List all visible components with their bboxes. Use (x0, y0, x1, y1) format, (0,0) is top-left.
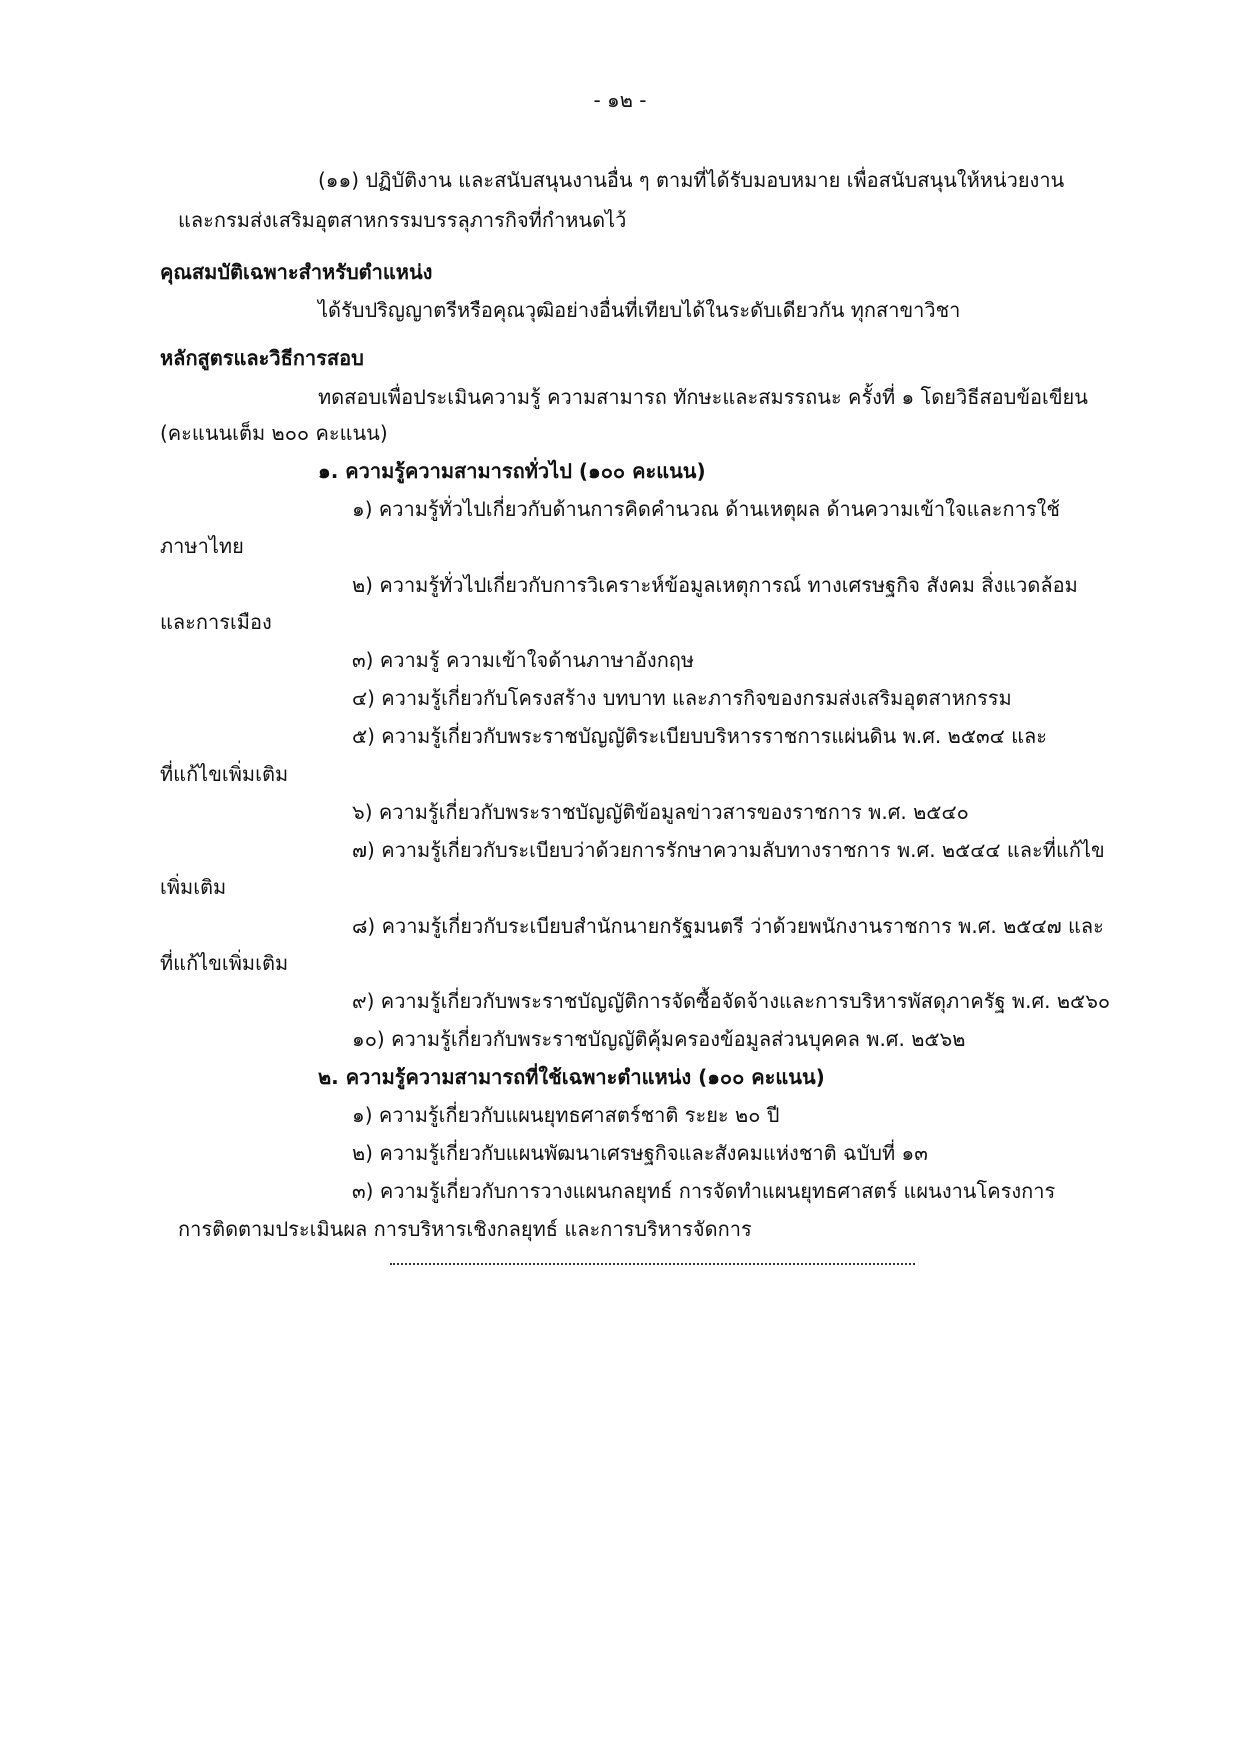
section-1-item-2-line-1: ๒) ความรู้ทั่วไปเกี่ยวกับการวิเคราะห์ข้อมูลเหตุการณ์ ทางเศรษฐกิจ สังคม สิ่งแวดล้อม (352, 573, 1078, 597)
section-1-item-5-line-2: ที่แก้ไขเพิ่มเติม (160, 762, 289, 786)
section-1-item-6: ๖) ความรู้เกี่ยวกับพระราชบัญญัติข้อมูลข่าวสารของราชการ พ.ศ. ๒๕๔๐ (352, 800, 969, 824)
section-2-item-2: ๒) ความรู้เกี่ยวกับแผนพัฒนาเศรษฐกิจและสังคมแห่งชาติ ฉบับที่ ๑๓ (352, 1141, 928, 1165)
section-1-item-4: ๔) ความรู้เกี่ยวกับโครงสร้าง บทบาท และภารกิจของกรมส่งเสริมอุตสาหกรรม (352, 686, 1012, 710)
section-1-item-9: ๙) ความรู้เกี่ยวกับพระราชบัญญัติการจัดซื้อจัดจ้างและการบริหารพัสดุภาครัฐ พ.ศ. ๒๕๖๐ (352, 989, 1111, 1013)
duty-11-line-1: (๑๑) ปฏิบัติงาน และสนับสนุนงานอื่น ๆ ตามที่ได้รับมอบหมาย เพื่อสนับสนุนให้หน่วยงาน (318, 168, 1065, 192)
section-1-item-1-line-2: ภาษาไทย (160, 534, 244, 558)
section-1-title: ๑. ความรู้ความสามารถทั่วไป (๑๐๐ คะแนน) (318, 459, 706, 483)
section-2-item-1: ๑) ความรู้เกี่ยวกับแผนยุทธศาสตร์ชาติ ระยะ ๒๐ ปี (352, 1103, 780, 1127)
section-1-item-7-line-2: เพิ่มเติม (160, 875, 227, 899)
section-1-item-1-line-1: ๑) ความรู้ทั่วไปเกี่ยวกับด้านการคิดคำนวณ ด้านเหตุผล ด้านความเข้าใจและการใช้ (352, 497, 1060, 521)
section-1-item-8-line-1: ๘) ความรู้เกี่ยวกับระเบียบสำนักนายกรัฐมนตรี ว่าด้วยพนักงานราชการ พ.ศ. ๒๕๔๗ และ (352, 914, 1104, 938)
section-2-title: ๒. ความรู้ความสามารถที่ใช้เฉพาะตำแหน่ง (๑๐๐ คะแนน) (318, 1065, 825, 1089)
section-1-item-5-line-1: ๕) ความรู้เกี่ยวกับพระราชบัญญัติระเบียบบริหารราชการแผ่นดิน พ.ศ. ๒๕๓๔ และ (352, 724, 1048, 748)
section-1-item-10: ๑๐) ความรู้เกี่ยวกับพระราชบัญญัติคุ้มครองข้อมูลส่วนบุคคล พ.ศ. ๒๕๖๒ (352, 1027, 966, 1051)
section-1-item-3: ๓) ความรู้ ความเข้าใจด้านภาษาอังกฤษ (352, 648, 695, 672)
page-number: - ๑๒ - (593, 88, 647, 112)
qualifications-heading: คุณสมบัติเฉพาะสำหรับตำแหน่ง (160, 260, 433, 284)
qualifications-text: ได้รับปริญญาตรีหรือคุณวุฒิอย่างอื่นที่เทียบได้ในระดับเดียวกัน ทุกสาขาวิชา (318, 298, 961, 322)
section-2-item-3-line-1: ๓) ความรู้เกี่ยวกับการวางแผนกลยุทธ์ การจัดทำแผนยุทธศาสตร์ แผนงานโครงการ (352, 1179, 1056, 1203)
curriculum-heading: หลักสูตรและวิธีการสอบ (160, 346, 364, 370)
end-dotted-line (390, 1263, 915, 1265)
section-1-item-2-line-2: และการเมือง (160, 610, 272, 634)
section-2-item-3-line-2: การติดตามประเมินผล การบริหารเชิงกลยุทธ์ และการบริหารจัดการ (178, 1217, 752, 1241)
section-1-item-8-line-2: ที่แก้ไขเพิ่มเติม (160, 951, 289, 975)
curriculum-intro-line-1: ทดสอบเพื่อประเมินความรู้ ความสามารถ ทักษะและสมรรถนะ ครั้งที่ ๑ โดยวิธีสอบข้อเขียน (318, 385, 1088, 409)
section-1-item-7-line-1: ๗) ความรู้เกี่ยวกับระเบียบว่าด้วยการรักษาความลับทางราชการ พ.ศ. ๒๕๔๔ และที่แก้ไข (352, 838, 1105, 862)
curriculum-intro-line-2: (คะแนนเต็ม ๒๐๐ คะแนน) (160, 421, 388, 445)
duty-11-line-2: และกรมส่งเสริมอุตสาหกรรมบรรลุภารกิจที่กำหนดไว้ (178, 208, 627, 232)
